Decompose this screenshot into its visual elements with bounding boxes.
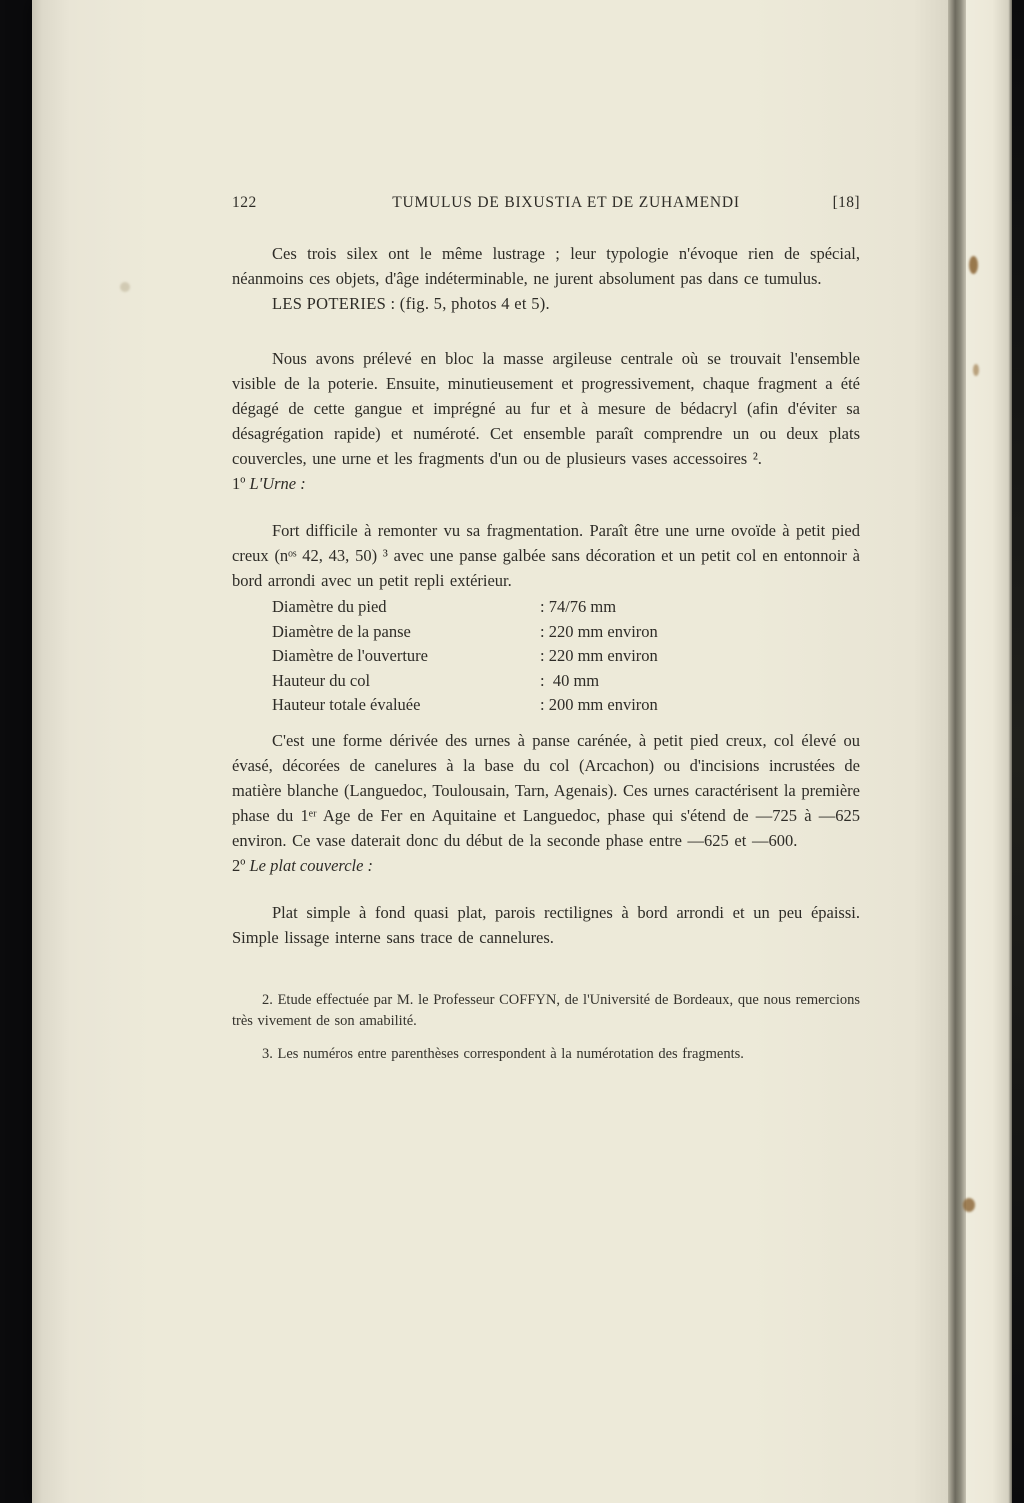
measurement-value: : 220 mm environ — [540, 621, 658, 641]
measurement-row — [272, 595, 860, 620]
page-stain — [120, 282, 130, 292]
scan-background-edge — [1012, 0, 1024, 1503]
measurement-list — [232, 595, 860, 718]
scanned-page — [32, 0, 950, 1503]
footnote-3: 3. Les numéros entre parenthèses correspondent à la numérotation des fragments. — [262, 1045, 744, 1062]
footnotes — [232, 990, 860, 1065]
paragraph-urne: Fort difficile à remonter vu sa fragmentation. Paraît être une urne ovoïde à petit pied creux (nᵒˢ 42, 43, 50) ³ avec une panse galbée sans décoration et un petit col en entonnoir à bord arrondi avec un petit repli extérieur. — [232, 521, 860, 590]
page-stain — [963, 1198, 975, 1212]
page-gutter-shadow — [948, 0, 966, 1503]
footnote-2: 2. Etude effectuée par M. le Professeur COFFYN, de l'Université de Bordeaux, que nous remercions très vivement de son amabilité. — [232, 991, 860, 1029]
paragraph-silex: Ces trois silex ont le même lustrage ; leur typologie n'évoque rien de spécial, néanmoins ces objets, d'âge indéterminable, ne jurent absolument pas dans ce tumulus. — [232, 244, 860, 288]
subheading-plat — [232, 853, 860, 878]
subheading-plat-number: 2º — [232, 855, 250, 875]
page-stain — [973, 364, 979, 376]
measurement-value: : 220 mm environ — [540, 646, 658, 665]
paragraph-forme: C'est une forme dérivée des urnes à panse carénée, à petit pied creux, col élevé ou évasé, décorées de canelures à la base du col (Arcachon) ou d'incisions incrustées de matière blanche (Languedoc, Toulousain, Tarn, Agenais). Ces urnes caractérisent la première phase du 1ᵉʳ Age de Fer en Aquitaine et Languedoc, phase qui s'étend de —725 à —625 environ. Ce vase daterait donc du début de la seconde phase entre —625 et —600. — [232, 730, 860, 850]
measurement-label: Diamètre de l'ouverture — [272, 646, 428, 665]
measurement-row — [272, 693, 860, 718]
measurement-label: Hauteur du col — [272, 670, 371, 690]
measurement-row — [272, 669, 860, 694]
page-content — [232, 190, 860, 1077]
page-stain — [969, 256, 978, 274]
measurement-label: Diamètre du pied — [272, 597, 387, 616]
paragraph-plat: Plat simple à fond quasi plat, parois rectilignes à bord arrondi et un peu épaissi. Simple lissage interne sans trace de cannelures. — [232, 902, 860, 947]
running-title: TUMULUS DE BIXUSTIA ET DE ZUHAMENDI — [392, 194, 740, 211]
measurement-value: : 74/76 mm — [540, 597, 617, 616]
section-heading-poteries: LES POTERIES : (fig. 5, photos 4 et 5). — [272, 294, 550, 313]
subheading-plat-title: Le plat couvercle : — [249, 855, 374, 875]
adjacent-page-edge — [966, 0, 1014, 1503]
measurement-label: Diamètre de la panse — [272, 621, 411, 641]
measurement-row — [272, 620, 860, 645]
subheading-urne — [232, 471, 860, 496]
subheading-urne-number: 1º — [232, 474, 250, 493]
subheading-urne-title: L'Urne : — [249, 474, 306, 493]
measurement-value: : 40 mm — [540, 670, 600, 690]
paragraph-prelevement: Nous avons prélevé en bloc la masse argileuse centrale où se trouvait l'ensemble visible de la poterie. Ensuite, minutieusement et progressivement, chaque fragment a été dégagé de cette gangue et imprégné au fur et à mesure de bédacryl (afin d'éviter sa désagrégation rapide) et numéroté. Cet ensemble paraît comprendre un ou deux plats couvercles, une urne et les fragments d'un ou de plusieurs vases accessoires ². — [232, 349, 860, 468]
running-head — [232, 190, 860, 215]
page-number: 122 — [232, 194, 257, 211]
measurement-value: : 200 mm environ — [540, 695, 658, 714]
measurement-label: Hauteur totale évaluée — [272, 695, 421, 714]
measurement-row — [272, 644, 860, 669]
bracket-reference: [18] — [832, 194, 860, 211]
